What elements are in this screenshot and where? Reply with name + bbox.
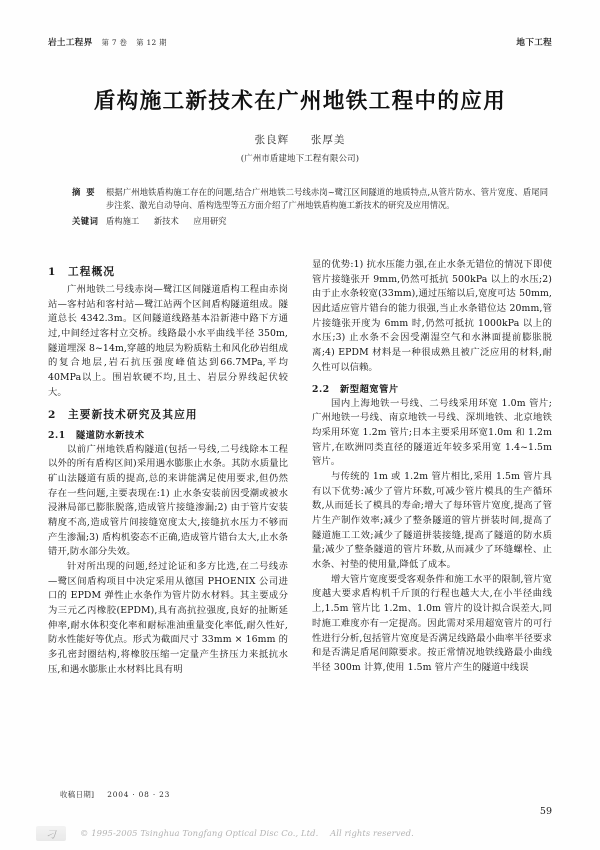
received-date-note: [60, 789, 170, 800]
abstract-text: 根据广州地铁盾构施工存在的问题,结合广州地铁二号线赤岗~鹭江区间隧道的地质特点,从管片防水、管片宽度、盾尾同步注浆、激光自动导向、盾构选型等五方面介绍了广州地铁盾构施工新技术的研究及应用情况。: [106, 187, 548, 211]
abstract-label: 摘要: [72, 187, 101, 197]
subsection-number: 2.1: [48, 429, 66, 441]
cnki-logo-glyph: 刁: [46, 829, 56, 841]
keywords-label: 关键词: [72, 215, 99, 226]
subsection-heading-2-1: [48, 427, 288, 441]
cnki-logo-icon: [36, 826, 66, 841]
issue-label: 第 12 期: [136, 38, 167, 47]
body-columns: [48, 258, 552, 778]
column-left: [48, 258, 288, 778]
copyright-bar: [0, 816, 600, 850]
received-date-label: 收稿日期: [60, 790, 92, 799]
copyright-notice: © 1995-2005 Tsinghua Tongfang Optical Disc Co., Ltd.: [80, 828, 319, 838]
section-heading-1: [48, 264, 288, 279]
section-label: 地下工程: [516, 38, 552, 48]
section-number: 1: [48, 266, 57, 278]
paragraph: 国内上海地铁一号线、二号线采用环宽 1.0m 管片;广州地铁一号线、南京地铁一号线、深圳地铁、北京地铁均采用环宽 1.2m 管片;日本主要采用环宽1.0m 和 1.2m 管片,在欧洲同类直径的隧道近年较多采用宽 1.4~1.5m 管片。: [312, 397, 552, 468]
received-date-colon: ]: [91, 790, 95, 799]
abstract-block: [72, 186, 548, 228]
author-affiliation: (广州市盾建地下工程有限公司): [240, 153, 360, 163]
author-list: [0, 132, 600, 147]
received-date-value: 2004 · 08 · 23: [107, 790, 171, 799]
keywords-list: [106, 215, 548, 228]
copyright-text: [80, 828, 414, 838]
keyword-item: 应用研究: [193, 215, 227, 226]
keyword-item: 盾构施工: [106, 215, 140, 226]
running-head: [48, 36, 552, 48]
author-name-1: 张良辉: [254, 134, 290, 146]
paragraph: 与传统的 1m 或 1.2m 管片相比,采用 1.5m 管片具有以下优势:减少了管片环数,可减少管片模具的生产循环数,从而延长了模具的寿命;增大了每环管片宽度,提高了管片生产制作效率;减少了整条隧道的管片拼装时间,提高了隧道施工工效;减少了隧道拼装接缝,提高了隧道的防水质量;减少了整条隧道的管片环数,从而减少了环缝螺栓、止水条、衬垫的使用量,降低了成本。: [312, 470, 552, 571]
journal-name: 岩土工程界: [48, 38, 93, 48]
paragraph: 广州地铁二号线赤岗—鹭江区间隧道盾构工程由赤岗站—客村站和客村站—鹭江站两个区间盾构隧道组成。隧道总长 4342.3m。区间隧道线路基本沿新港中路下方通过,中间经过客村立交桥。线路最小水平曲线半径 350m,隧道埋深 8~14m,穿越的地层为粉质粘土和风化砂岩组成的复合地层,岩石抗压强度峰值达到66.7MPa,平均40MPa以上。围岩软硬不均,且土、岩层分界线起伏较大。: [48, 284, 288, 398]
paragraph: 针对所出现的问题,经过论证和多方比选,在二号线赤—鹭区间盾构项目中决定采用从德国 PHOENIX 公司进口的 EPDM 弹性止水条作为管片防水材料。其主要成分为三元乙丙橡胶(EPDM),具有高抗拉强度,良好的扯断延伸率,耐水体积变化率和耐标准油重量变化率低,耐久性好,防水性能好等优点。形式为截面尺寸 33mm × 16mm 的多孔密封圈结构,将橡胶压缩一定量产生挤压力来抵抗水压,和遇水膨胀止水材料比具有明: [48, 561, 288, 675]
subsection-title: 隧道防水新技术: [76, 429, 145, 441]
rights-reserved: All rights reserved.: [330, 828, 414, 838]
keyword-item: 新技术: [153, 215, 179, 226]
article-title: 盾构施工新技术在广州地铁工程中的应用: [93, 89, 507, 114]
abstract-row: [72, 186, 548, 213]
paragraph: 显的优势:1) 抗水压能力强,在止水条无错位的情况下即使管片接缝张开 9mm,仍然可抵抗 500kPa 以上的水压;2) 由于止水条较宽(33mm),通过压缩以后,宽度可达 50mm,因此适应管片错台的能力很强,当止水条错位达 20mm,管片接缝张开度为 6mm 时,仍然可抵抗 1000kPa 以上的水压;3) 止水条不会因受潮湿空气和水淋面提前膨胀脱离;4) EPDM 材料是一种很成熟且被广泛应用的材料,耐久性可以信赖。: [312, 259, 552, 373]
paragraph: 增大管片宽度要受客观条件和施工水平的限制,管片宽度越大要求盾构机千斤顶的行程也越大大,在小半径曲线上,1.5m 管片比 1.2m、1.0m 管片的设计拟合误差大,同时施工难度亦有一定提高。因此需对采用超宽管片的可行性进行分析,包括管片宽度是否满足线路最小曲率半径要求和是否满足盾尾间隙要求。按正常情况地铁线路最小曲线半径 300m 计算,使用 1.5m 管片产生的隧道中线误: [312, 573, 552, 673]
subsection-number: 2.2: [312, 383, 330, 395]
column-right: [312, 258, 552, 778]
author-name-2: 张厚美: [310, 134, 346, 146]
subsection-title: 新型超宽管片: [340, 383, 399, 395]
running-head-left: [48, 36, 167, 48]
paragraph: 以前广州地铁盾构隧道(包括一号线,二号线除本工程以外的所有盾构区间)采用遇水膨胀止水条。其防水质量比矿山法隧道有质的提高,总的来讲能满足使用要求,但仍然存在一些问题,主要表现在:1) 止水条安装前因受潮或被水浸淋局部已膨胀脱落,造成管片接缝渗漏;2) 由于管片安装精度不高,造成管片间接缝宽度太大,接缝抗水压力不够而产生渗漏;3) 盾构机姿态不正确,造成管片错台太大,止水条错开,防水部分失效。: [48, 443, 288, 558]
page-number: 59: [539, 806, 552, 817]
section-heading-2: [48, 407, 288, 422]
section-number: 2: [48, 408, 57, 421]
section-title: 主要新技术研究及其应用: [68, 408, 198, 421]
volume-label: 第 7 卷: [101, 38, 128, 47]
section-title: 工程概况: [68, 266, 116, 278]
subsection-heading-2-2: [312, 381, 552, 395]
keywords-row: [72, 215, 548, 228]
